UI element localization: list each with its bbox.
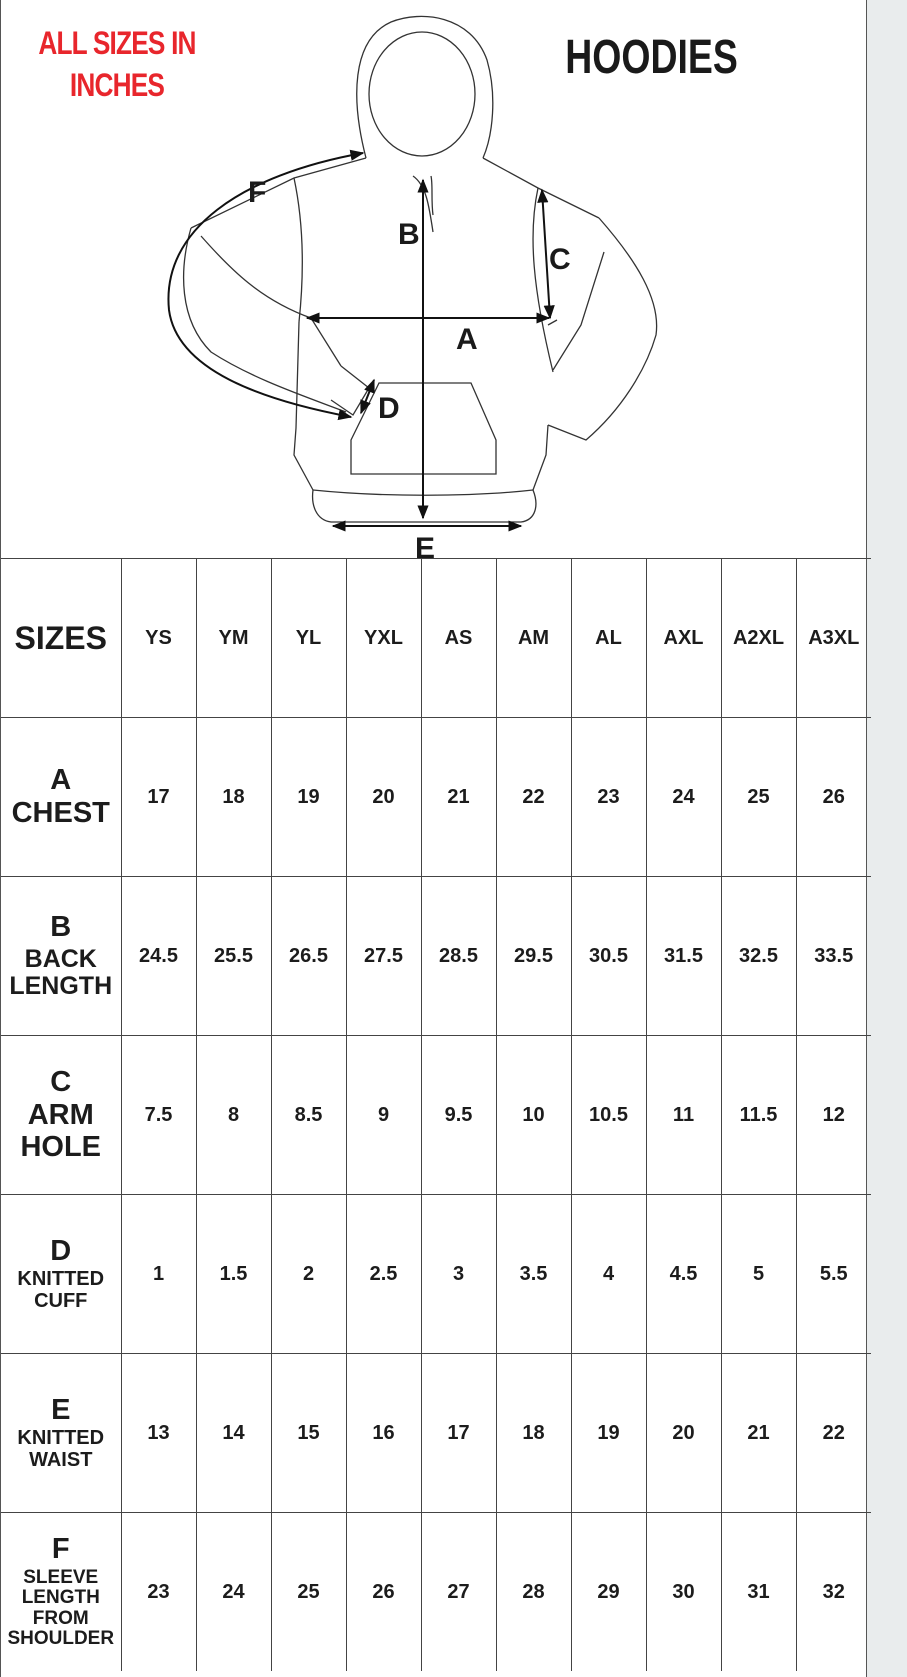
size-header-cell: YS [121, 559, 196, 718]
note-line-1: ALL SIZES IN [38, 25, 196, 61]
table-cell: 11.5 [721, 1036, 796, 1195]
table-cell: 4.5 [646, 1195, 721, 1354]
table-cell: 21 [721, 1354, 796, 1513]
table-cell: 2 [271, 1195, 346, 1354]
row-name-line: WAIST [29, 1448, 93, 1471]
table-cell: 10.5 [571, 1036, 646, 1195]
table-cell: 20 [646, 1354, 721, 1513]
table-cell: 7.5 [121, 1036, 196, 1195]
table-cell: 22 [796, 1354, 871, 1513]
size-table [1, 558, 871, 1671]
size-header-cell: A3XL [796, 559, 871, 718]
row-name-line: FROM [32, 1607, 89, 1629]
table-cell: 25 [721, 718, 796, 877]
table-cell: 19 [571, 1354, 646, 1513]
table-cell: 16 [346, 1354, 421, 1513]
table-cell: 8 [196, 1036, 271, 1195]
table-row-chest [1, 718, 871, 877]
table-cell: 3 [421, 1195, 496, 1354]
table-cell: 23 [571, 718, 646, 877]
size-header-cell: AS [421, 559, 496, 718]
table-cell: 2.5 [346, 1195, 421, 1354]
table-cell: 3.5 [496, 1195, 571, 1354]
label-b: B [398, 218, 420, 251]
size-header-cell: A2XL [721, 559, 796, 718]
table-cell: 9 [346, 1036, 421, 1195]
row-letter: E [51, 1393, 71, 1426]
table-cell: 13 [121, 1354, 196, 1513]
table-cell: 27 [421, 1513, 496, 1672]
row-header-sleeve-length [1, 1513, 121, 1672]
measurement-labels [248, 176, 571, 558]
row-header-arm-hole [1, 1036, 121, 1195]
table-row-knitted-waist [1, 1354, 871, 1513]
table-cell: 1.5 [196, 1195, 271, 1354]
row-name-line: CHEST [11, 797, 110, 829]
measurement-arrows [168, 153, 550, 526]
hoodie-measurement-diagram [1, 0, 868, 558]
row-name-line: ARM [27, 1099, 94, 1132]
table-cell: 19 [271, 718, 346, 877]
table-cell: 9.5 [421, 1036, 496, 1195]
table-cell: 27.5 [346, 877, 421, 1036]
table-cell: 11 [646, 1036, 721, 1195]
table-cell: 28.5 [421, 877, 496, 1036]
table-cell: 17 [121, 718, 196, 877]
size-header-cell: YM [196, 559, 271, 718]
table-cell: 14 [196, 1354, 271, 1513]
table-cell: 30 [646, 1513, 721, 1672]
table-cell: 23 [121, 1513, 196, 1672]
table-cell: 22 [496, 718, 571, 877]
row-name-line: SHOULDER [7, 1628, 115, 1650]
table-cell: 10 [496, 1036, 571, 1195]
table-cell: 33.5 [796, 877, 871, 1036]
table-cell: 29.5 [496, 877, 571, 1036]
table-cell: 24 [646, 718, 721, 877]
row-header-chest [1, 718, 121, 877]
label-e: E [415, 532, 436, 558]
row-name-line: BACK [24, 944, 97, 973]
row-letter: A [50, 763, 72, 796]
row-header-back-length [1, 877, 121, 1036]
table-row-knitted-cuff [1, 1195, 871, 1354]
row-name-line: HOLE [20, 1130, 102, 1163]
row-name-line: LENGTH [21, 1587, 100, 1609]
size-header-row [1, 559, 871, 718]
table-cell: 4 [571, 1195, 646, 1354]
row-letter: D [50, 1234, 72, 1267]
label-f: F [248, 176, 267, 209]
table-cell: 26.5 [271, 877, 346, 1036]
page-title: HOODIES [565, 31, 738, 84]
table-cell: 30.5 [571, 877, 646, 1036]
table-row-back-length [1, 877, 871, 1036]
table-cell: 29 [571, 1513, 646, 1672]
table-cell: 26 [346, 1513, 421, 1672]
row-header-knitted-cuff [1, 1195, 121, 1354]
table-cell: 32 [796, 1513, 871, 1672]
size-header-cell: YL [271, 559, 346, 718]
row-name-line: CUFF [34, 1289, 88, 1312]
sizes-header-label: SIZES [1, 559, 121, 718]
label-d: D [378, 392, 400, 425]
table-cell: 20 [346, 718, 421, 877]
table-cell: 5 [721, 1195, 796, 1354]
table-cell: 24 [196, 1513, 271, 1672]
table-cell: 24.5 [121, 877, 196, 1036]
table-row-sleeve-length [1, 1513, 871, 1672]
table-cell: 25 [271, 1513, 346, 1672]
row-header-knitted-waist [1, 1354, 121, 1513]
row-name-line: LENGTH [9, 971, 113, 1000]
table-cell: 18 [496, 1354, 571, 1513]
label-c: C [549, 243, 571, 276]
table-cell: 32.5 [721, 877, 796, 1036]
table-cell: 26 [796, 718, 871, 877]
size-header-cell: YXL [346, 559, 421, 718]
row-letter: B [50, 911, 72, 944]
table-cell: 8.5 [271, 1036, 346, 1195]
size-header-cell: AL [571, 559, 646, 718]
table-cell: 31 [721, 1513, 796, 1672]
table-cell: 1 [121, 1195, 196, 1354]
table-cell: 21 [421, 718, 496, 877]
table-cell: 17 [421, 1354, 496, 1513]
size-header-cell: AXL [646, 559, 721, 718]
label-a: A [456, 323, 478, 356]
table-cell: 18 [196, 718, 271, 877]
table-cell: 31.5 [646, 877, 721, 1036]
table-cell: 5.5 [796, 1195, 871, 1354]
row-name-line: KNITTED [17, 1427, 105, 1450]
row-letter: F [51, 1533, 70, 1566]
hoodie-outline [184, 16, 657, 522]
size-header-cell: AM [496, 559, 571, 718]
table-cell: 25.5 [196, 877, 271, 1036]
table-cell: 15 [271, 1354, 346, 1513]
table-row-arm-hole [1, 1036, 871, 1195]
row-name-line: KNITTED [17, 1268, 105, 1291]
note-line-2: INCHES [69, 67, 165, 103]
row-letter: C [50, 1066, 72, 1099]
row-name-line: SLEEVE [23, 1566, 99, 1588]
table-cell: 28 [496, 1513, 571, 1672]
table-cell: 12 [796, 1036, 871, 1195]
